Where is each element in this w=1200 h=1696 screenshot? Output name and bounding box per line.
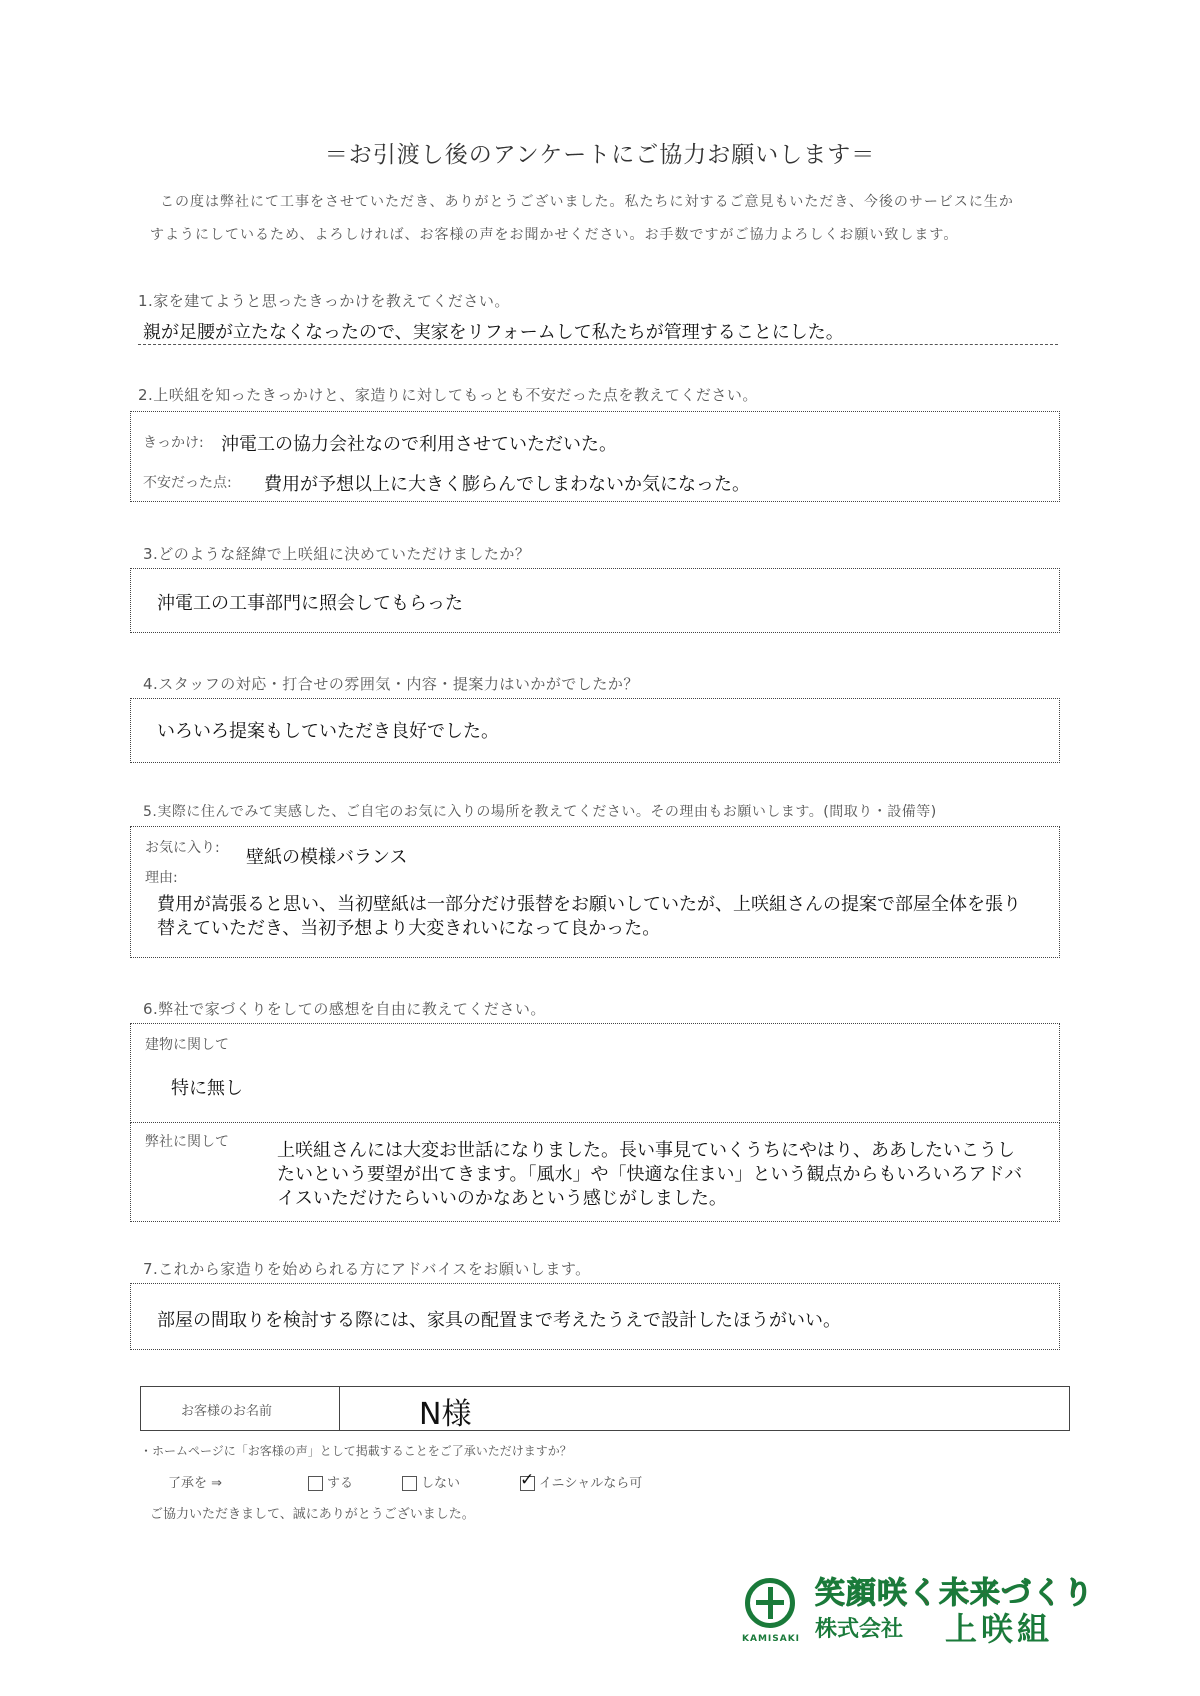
publish-label: 了承を ⇒ xyxy=(168,1476,223,1491)
q1-question: 1.家を建てようと思ったきっかけを教えてください。 xyxy=(138,292,510,310)
q2-answer-trigger: 沖電工の協力会社なので利用させていただいた。 xyxy=(221,434,617,455)
q4-question: 4.スタッフの対応・打合せの雰囲気・内容・提案力はいかがでしたか？ xyxy=(143,675,639,693)
q2-answer-box xyxy=(130,411,1060,502)
q5-label-favorite: お気に入り: xyxy=(145,840,220,856)
q2-label-concern: 不安だった点: xyxy=(143,475,232,491)
q5-label-reason: 理由: xyxy=(145,870,178,886)
q7-answer: 部屋の間取りを検討する際には、家具の配置まで考えたうえで設計したほうがいい。 xyxy=(157,1310,841,1331)
q1-answer: 親が足腰が立たなくなったので、実家をリフォームして私たちが管理することにした。 xyxy=(143,322,844,343)
logo-en-text: KAMISAKI xyxy=(742,1634,801,1644)
q5-question: 5.実際に住んでみて実感した、ご自宅のお気に入りの場所を教えてください。その理由もお願いします。(間取り・設備等) xyxy=(143,804,937,820)
intro-line-1: この度は弊社にて工事をさせていただき、ありがとうございました。私たちに対するご意見もいただき、今後のサービスに生か xyxy=(160,194,1014,210)
publish-option-yes[interactable] xyxy=(308,1472,353,1491)
publish-option-yes-label: する xyxy=(327,1476,354,1491)
q7-question: 7.これから家造りを始められる方にアドバイスをお願いします。 xyxy=(143,1260,591,1278)
q3-question: 3.どのような経緯で上咲組に決めていただけましたか？ xyxy=(143,545,531,563)
q6-answer-company: 上咲組さんには大変お世話になりました。長い事見ていくうちにやはり、ああしたいこうしたいという要望が出てきます。「風水」や「快適な住まい」という観点からもいろいろアドバイスいただけたらいいのかなあという感じがしました。 xyxy=(277,1140,1023,1209)
q3-answer: 沖電工の工事部門に照会してもらった xyxy=(157,593,463,614)
customer-name-field xyxy=(140,1386,1070,1431)
q5-answer-reason: 費用が嵩張ると思い、当初壁紙は一部分だけ張替をお願いしていたが、上咲組さんの提案で部屋全体を張り替えていただき、当初予想より大変きれいになって良かった。 xyxy=(157,894,1021,939)
q6-building-box xyxy=(130,1023,1060,1123)
logo-slogan: 笑顔咲く未来づくり xyxy=(815,1576,1094,1611)
q7-answer-box xyxy=(130,1283,1060,1350)
q6-label-building: 建物に関して xyxy=(145,1037,229,1053)
publish-option-no[interactable] xyxy=(402,1472,460,1491)
publish-option-initial[interactable] xyxy=(520,1472,642,1491)
customer-name-value: N様 xyxy=(419,1397,472,1432)
customer-name-label: お客様のお名前 xyxy=(181,1404,273,1419)
publish-option-no-label: しない xyxy=(421,1476,461,1491)
publish-option-initial-label: イニシャルなら可 xyxy=(539,1476,643,1491)
q2-label-trigger: きっかけ: xyxy=(143,435,204,451)
survey-title: ＝お引渡し後のアンケートにご協力お願いします＝ xyxy=(324,142,876,168)
q4-answer-box xyxy=(130,698,1060,763)
q4-answer: いろいろ提案もしていただき良好でした。 xyxy=(157,721,499,742)
q6-question: 6.弊社で家づくりをしての感想を自由に教えてください。 xyxy=(143,1000,546,1018)
q6-answer-building: 特に無し xyxy=(171,1078,243,1099)
q2-answer-concern: 費用が予想以上に大きく膨らんでしまわないか気になった。 xyxy=(264,474,750,495)
q5-answer-favorite: 壁紙の模様バランス xyxy=(246,847,408,868)
logo-mark-bar xyxy=(756,1600,784,1605)
publish-question: ・ホームページに「お客様の声」として掲載することをご了承いただけますか？ xyxy=(140,1444,572,1458)
q3-answer-box xyxy=(130,568,1060,633)
logo-company-prefix: 株式会社 xyxy=(815,1617,904,1642)
q6-company-box xyxy=(130,1122,1060,1222)
customer-name-divider xyxy=(339,1387,340,1430)
checkbox-initial[interactable] xyxy=(520,1476,535,1491)
intro-line-2: すようにしているため、よろしければ、お客様の声をお聞かせください。お手数ですがご協力よろしくお願い致します。 xyxy=(150,227,959,243)
checkbox-no[interactable] xyxy=(402,1476,417,1491)
thanks-text: ご協力いただきまして、誠にありがとうございました。 xyxy=(150,1507,475,1522)
q6-label-company: 弊社に関して xyxy=(145,1134,229,1150)
checkbox-yes[interactable] xyxy=(308,1476,323,1491)
q5-answer-box xyxy=(130,826,1060,958)
logo-company-name: 上咲組 xyxy=(945,1610,1054,1648)
company-logo-mark xyxy=(745,1578,795,1628)
q2-question: 2.上咲組を知ったきっかけと、家造りに対してもっとも不安だった点を教えてください。 xyxy=(138,386,758,404)
q1-underline xyxy=(138,344,1058,345)
